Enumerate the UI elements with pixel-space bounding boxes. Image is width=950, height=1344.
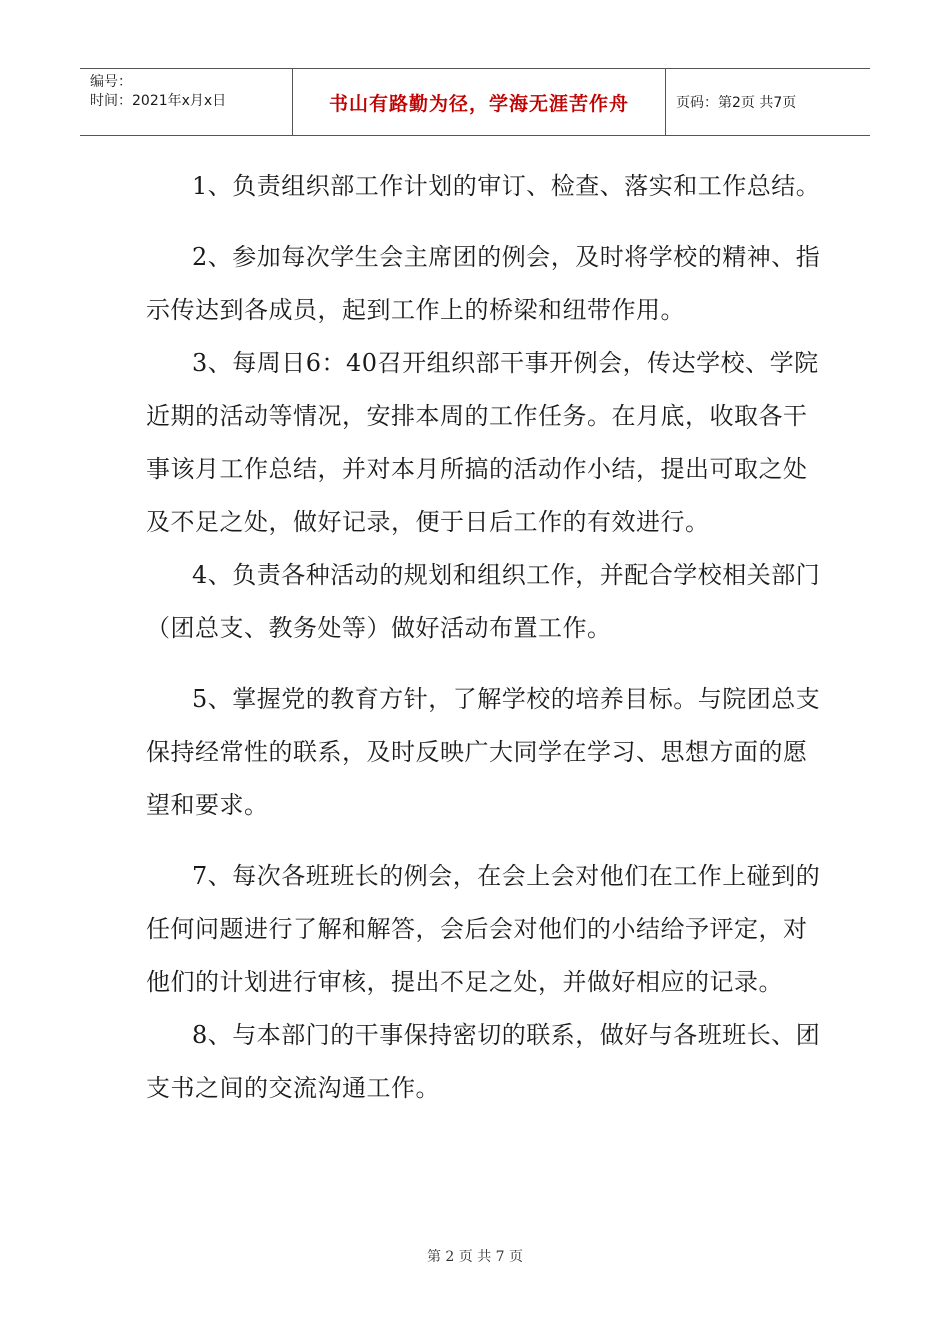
paragraph-3: 3、每周日6：40召开组织部干事开例会，传达学校、学院近期的活动等情况，安排本周的工作任务。在月底，收取各干事该月工作总结，并对本月所搞的活动作小结，提出可取之处及不足之处，做好记录，便于日后工作的有效进行。 bbox=[146, 349, 819, 536]
paragraph-4: 4、负责各种活动的规划和组织工作，并配合学校相关部门（团总支、教务处等）做好活动布置工作。 bbox=[146, 561, 821, 642]
page-footer: 第 2 页 共 7 页 bbox=[426, 1249, 524, 1265]
document-date-label: 时间：2021年x月x日 bbox=[90, 93, 227, 109]
header-motto: 书山有路勤为径，学海无涯苦作舟 bbox=[328, 92, 629, 115]
header-motto-cell bbox=[293, 69, 666, 135]
document-body bbox=[146, 160, 826, 1115]
document-header bbox=[80, 68, 870, 136]
paragraph-8: 8、与本部门的干事保持密切的联系，做好与各班班长、团支书之间的交流沟通工作。 bbox=[146, 1021, 821, 1102]
header-meta bbox=[80, 69, 293, 135]
paragraph-5: 5、掌握党的教育方针，了解学校的培养目标。与院团总支保持经常性的联系，及时反映广大同学在学习、思想方面的愿望和要求。 bbox=[146, 685, 821, 819]
paragraph-2: 2、参加每次学生会主席团的例会，及时将学校的精神、指示传达到各成员，起到工作上的桥梁和纽带作用。 bbox=[146, 243, 821, 324]
paragraph-7: 7、每次各班班长的例会，在会上会对他们在工作上碰到的任何问题进行了解和解答，会后会对他们的小结给予评定，对他们的计划进行审核，提出不足之处，并做好相应的记录。 bbox=[146, 862, 821, 996]
paragraph-1: 1、负责组织部工作计划的审订、检查、落实和工作总结。 bbox=[192, 172, 821, 200]
header-page-info: 页码：第2页 共7页 bbox=[676, 95, 797, 111]
document-number-label: 编号： bbox=[90, 74, 132, 90]
